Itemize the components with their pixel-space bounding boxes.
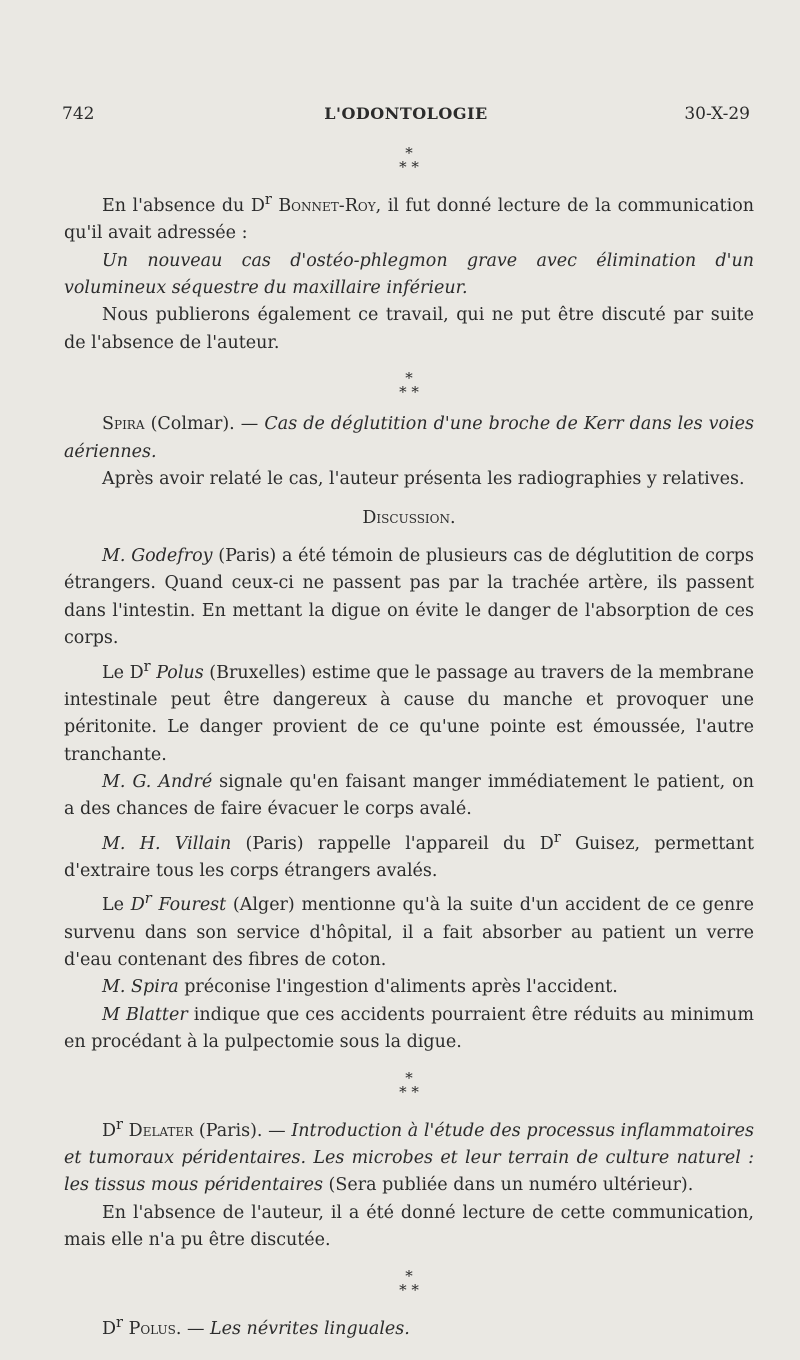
communication-title: Introduction à l'étude des processus inflammatoires et tumoraux péridentaires. Les microbes et leur terrain de culture naturel : les tissus mous péridentaires: [64, 1120, 754, 1196]
speaker-name: M. H. Villain: [102, 833, 232, 854]
paragraph: M Blatter indique que ces accidents pourraient être réduits au minimum en procédant à la pulpectomie sous la digue.: [64, 1004, 754, 1053]
section-separator: * * *: [399, 144, 419, 176]
communication-title: Les névrites linguales.: [210, 1318, 410, 1339]
paragraph: M. G. André signale qu'en faisant manger immédiatement le patient, on a des chances de faire évacuer le corps avalé.: [64, 771, 754, 820]
paragraph: Nous publierons également ce travail, qui ne put être discuté par suite de l'absence de l'auteur.: [64, 305, 754, 353]
running-header: [62, 104, 750, 130]
discussion-heading: Discussion.: [362, 508, 456, 529]
author-name: Delater: [123, 1120, 194, 1141]
page-body: [64, 140, 754, 1343]
paragraph: M. Spira préconise l'ingestion d'aliments après l'accident.: [102, 977, 618, 998]
paragraph: En l'absence du $D^r$ Bonnet-Roy, il fut donné lecture de la communication qu'il avait adressée :: [64, 191, 754, 244]
paragraph: Le $D^r$ Fourest (Alger) mentionne qu'à la suite d'un accident de ce genre survenu dans son service d'hôpital, il a fait absorber au patient un verre d'eau contenant des fibres de coton.: [64, 890, 754, 971]
speaker-name: M. Spira: [102, 977, 179, 998]
speaker-name: M Blatter: [102, 1004, 188, 1025]
section-separator: * * *: [399, 1068, 419, 1101]
author-name: Spira: [102, 414, 145, 435]
page-number: 742: [62, 104, 95, 124]
speaker-name: Fourest: [151, 895, 227, 916]
paragraph: M. H. Villain (Paris) rappelle l'appareil du $D^r$ Guisez, permettant d'extraire tous les corps étrangers avalés.: [64, 828, 754, 882]
speaker-name: M. G. André: [102, 771, 213, 792]
paragraph: Spira (Colmar). — Cas de déglutition d'une broche de Kerr dans les voies aériennes.: [64, 414, 755, 462]
communication-title: Un nouveau cas d'ostéo-phlegmon grave avec élimination d'un volumineux séquestre du maxillaire inférieur.: [64, 250, 754, 299]
speaker-name: Polus: [150, 662, 204, 683]
author-name: Polus: [123, 1318, 176, 1339]
section-separator: * * *: [399, 369, 419, 402]
communication-title: Cas de déglutition d'une broche de Kerr dans les voies aériennes.: [64, 414, 755, 462]
journal-title: L'ODONTOLOGIE: [324, 104, 488, 123]
paragraph: M. Godefroy (Paris) a été témoin de plusieurs cas de déglutition de corps étrangers. Quand ceux-ci ne passent pas par la trachée artère, ils passent dans l'intestin. En mettant la digue on évite le danger de l'absorption de ces corps.: [64, 545, 754, 649]
paragraph: $D^r$ Delater (Paris). — Introduction à l'étude des processus inflammatoires et tumoraux péridentaires. Les microbes et leur terrain de culture naturel : les tissus mous péridentaires (Sera publiée dans un numéro ultérieur).: [64, 1115, 754, 1196]
speaker-name: M. Godefroy: [102, 545, 213, 566]
paragraph: Le $D^r$ Polus (Bruxelles) estime que le passage au travers de la membrane intestinale peut être dangereux à cause du manche et provoquer une péritonite. Le danger provient de ce qu'une pointe est émoussée, l'autre tranchante.: [64, 657, 754, 765]
paragraph: $D^r$ Polus. — Les névrites linguales.: [102, 1313, 410, 1339]
issue-date: 30-X-29: [684, 104, 750, 124]
section-separator: * * *: [399, 1266, 419, 1299]
paragraph: Après avoir relaté le cas, l'auteur présenta les radiographies y relatives.: [102, 469, 745, 490]
paragraph: En l'absence de l'auteur, il a été donné lecture de cette communication, mais elle n'a pu être discutée.: [64, 1202, 754, 1251]
author-name: Bonnet-Roy: [271, 195, 376, 216]
